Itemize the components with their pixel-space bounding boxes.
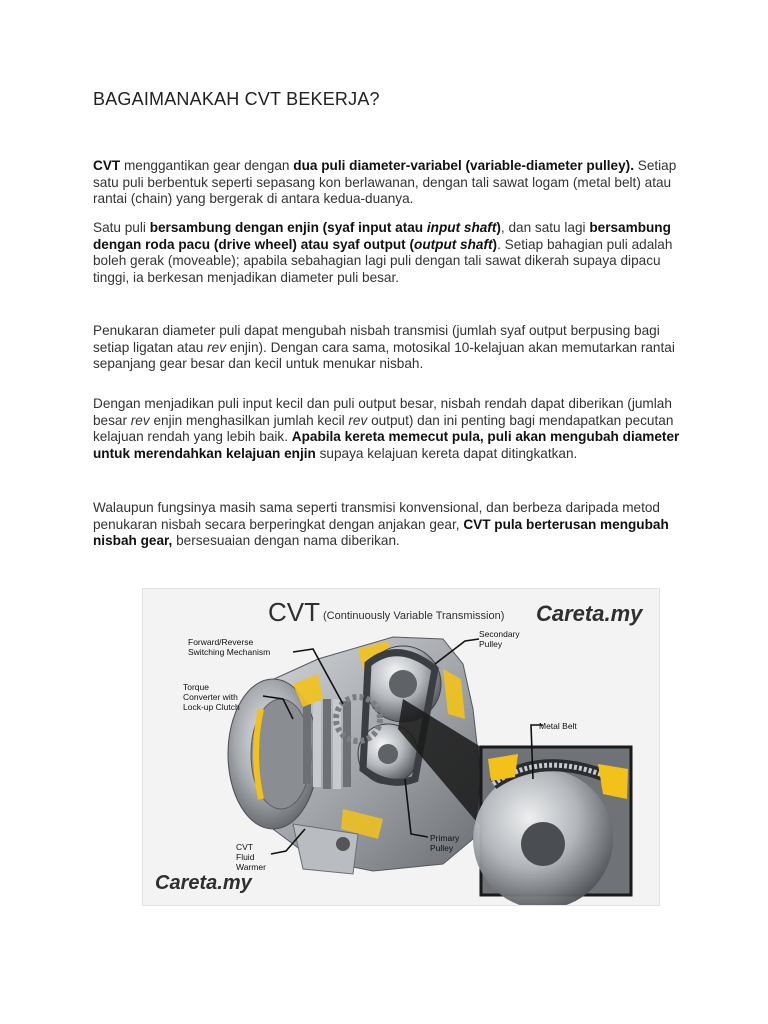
p2-bold-1: bersambung dengan enjin (syaf input atau <box>149 220 427 235</box>
label-torque-2: Converter with <box>183 692 238 702</box>
p3-text-1: Penukaran diameter puli dapat mengubah nisbah transmisi (jumlah syaf output berpusing bagi setiap ligatan atau <box>93 323 660 355</box>
paragraph-1 <box>93 158 683 208</box>
brand-logo-bottom: Careta.my <box>155 872 252 894</box>
cvt-illustration <box>143 589 659 905</box>
p5-bold: CVT pula berterusan mengubah nisbah gear, <box>93 516 669 548</box>
p2-text-3: . Setiap bahagian puli adalah boleh gerak (moveable); apabila sebahagian lagi puli dengan tali sawat dikerah supaya dipacu tinggi, ia berkesan menjadikan diameter puli besar. <box>93 236 673 285</box>
label-torque-3: Lock-up Clutch <box>183 702 240 712</box>
clutch-pack <box>303 699 351 789</box>
p2-bold-close-1: ) <box>496 220 501 235</box>
brand-logo-top: Careta.my <box>536 601 643 626</box>
label-torque-1: Torque <box>183 682 209 692</box>
p4-text-1: Dengan menjadikan puli input kecil dan puli output besar, nisbah rendah dapat diberikan (jumlah besar <box>93 396 672 428</box>
p3-rev: rev <box>207 339 227 355</box>
figure-subheading: (Continuously Variable Transmission) <box>323 610 505 622</box>
p4-rev-2: rev <box>348 412 368 428</box>
p1-text-1: menggantikan gear dengan <box>120 158 294 173</box>
label-warmer-1: CVT <box>236 842 253 852</box>
p1-cvt: CVT <box>93 158 121 173</box>
paragraph-5 <box>93 500 683 550</box>
p4-rev-1: rev <box>130 412 150 428</box>
label-warmer-2: Fluid <box>236 852 255 862</box>
p2-text-2: , dan satu lagi <box>500 220 590 235</box>
paragraph-3 <box>93 323 683 373</box>
label-primary-1: Primary <box>430 833 460 843</box>
label-metal-belt: Metal Belt <box>539 721 577 731</box>
page-title: BAGAIMANAKAH CVT BEKERJA? <box>93 89 380 109</box>
p2-input-shaft: input shaft <box>426 220 497 235</box>
p4-bold: Apabila kereta memecut pula, puli akan mengubah diameter untuk merendahkan kelajuan enjin <box>93 429 680 461</box>
p1-text-2: Setiap satu puli berbentuk seperti sepasang kon berlawanan, dengan tali sawat logam (metal belt) atau rantai (chain) yang bergerak di antara kedua-duanya. <box>93 158 677 206</box>
p5-text-1: Walaupun fungsinya masih sama seperti transmisi konvensional, dan berbeza daripada metod penukaran nisbah secara berperingkat dengan anjakan gear, <box>93 500 660 532</box>
p2-output-shaft: output shaft <box>414 236 493 252</box>
p2-bold-2: bersambung dengan roda pacu (drive wheel) atau syaf output ( <box>93 220 671 252</box>
p1-bold: dua puli diameter-variabel (variable-diameter pulley). <box>293 158 634 173</box>
p2-bold-close-2: ) <box>492 236 498 252</box>
cvt-figure <box>142 588 660 906</box>
paragraph-2 <box>93 220 683 286</box>
p2-text-1: Satu puli <box>93 220 150 235</box>
p4-text-3: output) dan ini penting bagi mendapatkan pecutan kelajuan rendah yang lebih baik. <box>93 412 674 444</box>
p5-text-2: bersesuaian dengan nama diberikan. <box>172 533 400 548</box>
label-forward-reverse-2: Switching Mechanism <box>188 647 271 657</box>
p4-text-4: supaya kelajuan kereta dapat ditingkatkan. <box>315 445 578 461</box>
label-secondary-2: Pulley <box>479 639 503 649</box>
label-secondary-1: Secondary <box>479 629 520 639</box>
label-warmer-3: Warmer <box>236 862 266 872</box>
p3-text-2: enjin). Dengan cara sama, motosikal 10-kelajuan akan memutarkan rantai sepanjang gear besar dan kecil untuk menukar nisbah. <box>93 339 675 371</box>
figure-heading: CVT <box>268 597 320 627</box>
paragraph-4 <box>93 396 683 462</box>
label-forward-reverse-1: Forward/Reverse <box>188 637 254 647</box>
p4-text-2: enjin menghasilkan jumlah kecil <box>149 412 349 428</box>
label-primary-2: Pulley <box>430 843 454 853</box>
